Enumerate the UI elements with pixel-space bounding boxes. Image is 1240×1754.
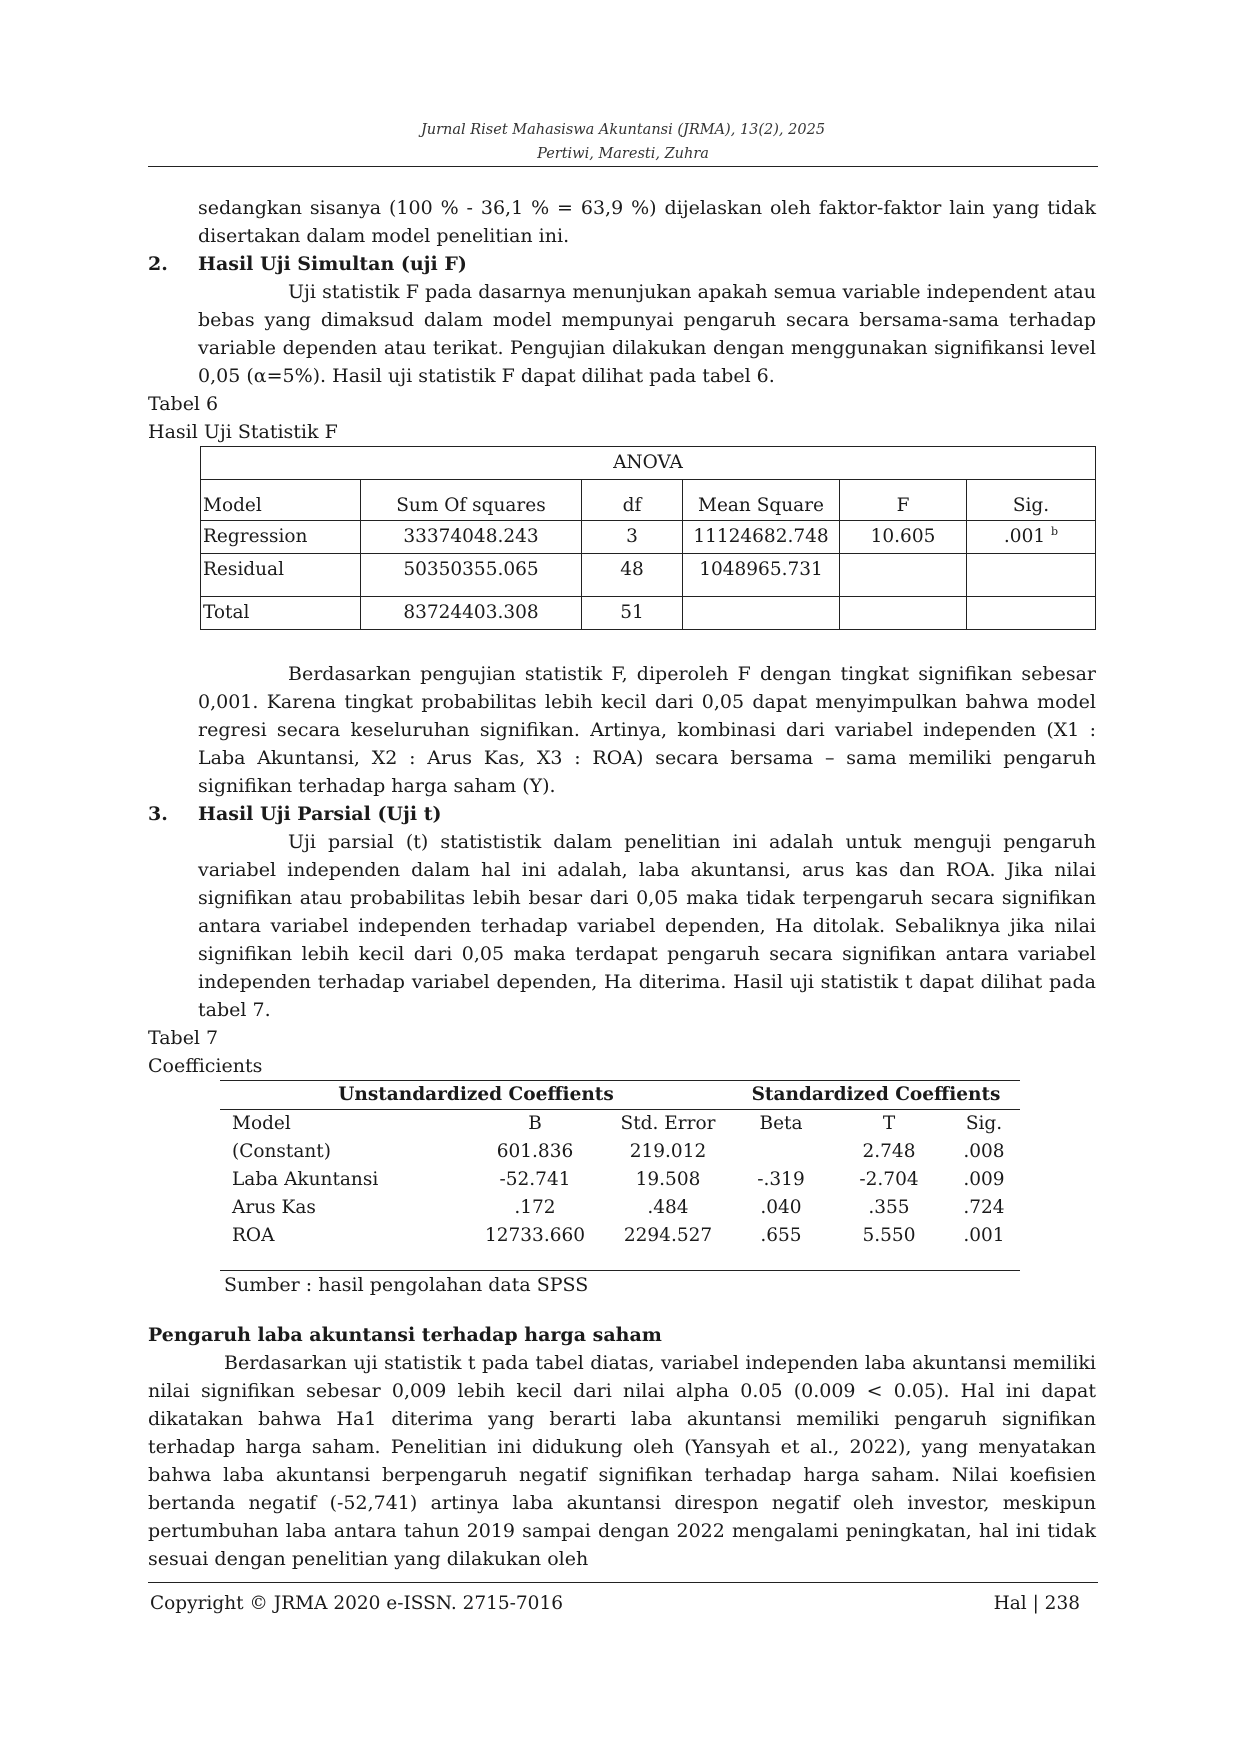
subsection-title: Pengaruh laba akuntansi terhadap harga saham (148, 1324, 662, 1346)
anova-header-row (201, 480, 1096, 521)
sig-cell: .001 $^b$ (967, 521, 1096, 554)
section-3-paragraph: Uji parsial (t) statististik dalam penelitian ini adalah untuk menguji pengaruh variabel independen dalam hal ini adalah, laba akuntansi, arus kas dan ROA. Jika nilai signifikan atau probabilitas lebih besar dari 0,05 maka tidak terpengaruh secara signifikan antara variabel independen terhadap variabel dependen, Ha ditolak. Sebaliknya jika nilai signifikan lebih kecil dari 0,05 maka terdapat pengaruh secara signifikan antara variabel independen terhadap variabel dependen, Ha diterima. Hasil uji statistik t dapat dilihat pada tabel 7. (198, 831, 1096, 1021)
unstandardized-group-label: Unstandardized Coeffients (220, 1081, 732, 1110)
table-row: Total 83724403.308 51 (201, 597, 1096, 630)
paragraph-after-table-6: Berdasarkan pengujian statistik F, diperoleh F dengan tingkat signifikan sebesar 0,001. Karena tingkat probabilitas lebih kecil dari 0,05 dapat menyimpulkan bahwa model regresi secara keseluruhan signifikan. Artinya, kombinasi dari variabel independen (X1 : Laba Akuntansi, X2 : Arus Kas, X3 : ROA) secara bersama – sama memiliki pengaruh signifikan terhadap harga saham (Y). (198, 663, 1096, 797)
table-row: ROA 12733.660 2294.527 .655 5.550 .001 (220, 1222, 1020, 1271)
coefficients-table (220, 1080, 1020, 1271)
table-row: Arus Kas .172 .484 .040 .355 .724 (232, 1197, 1005, 1218)
section-2-paragraph: Uji statistik F pada dasarnya menunjukan apakah semua variable independent atau bebas yang dimaksud dalam model mempunyai pengaruh secara bersama-sama terhadap variable dependen atau terikat. Pengujian dilakukan dengan menggunakan signifikansi level 0,05 (α=5%). Hasil uji statistik F dapat dilihat pada tabel 6. (198, 281, 1096, 387)
page-number: Hal | 238 (993, 1593, 1080, 1614)
table-row: Regression 33374048.243 3 11124682.748 10.605 .001 $^b$ (201, 521, 1096, 554)
table-row: Residual 50350355.065 48 1048965.731 (201, 554, 1096, 597)
anova-label: ANOVA (201, 447, 1096, 480)
anova-table (200, 446, 1096, 630)
section-3-title: Hasil Uji Parsial (Uji t) (198, 803, 442, 825)
section-2-heading (148, 250, 1096, 278)
page-footer (150, 1590, 1080, 1618)
table-row: (Constant) 601.836 219.012 2.748 .008 (232, 1141, 1005, 1162)
copyright-text: Copyright © JRMA 2020 e-ISSN. 2715-7016 (150, 1593, 563, 1614)
table-7-title: Coefficients (148, 1055, 263, 1077)
footer-divider (148, 1582, 1098, 1583)
table-6-caption: Tabel 6 (148, 393, 219, 415)
table-7-source: Sumber : hasil pengolahan data SPSS (224, 1274, 589, 1296)
header-mean-square: Mean Square (683, 480, 840, 521)
header-df: df (582, 480, 683, 521)
subsection-paragraph: Berdasarkan uji statistik t pada tabel diatas, variabel independen laba akuntansi memiliki nilai signifikan sebesar 0,009 lebih kecil dari nilai alpha 0.05 (0.009 < 0.05). Hal ini dapat dikatakan bahwa Ha1 diterima yang berarti laba akuntansi memiliki pengaruh signifikan terhadap harga saham. Penelitian ini didukung oleh (Yansyah et al., 2022), yang menyatakan bahwa laba akuntansi berpengaruh negatif signifikan terhadap harga saham. Nilai koefisien bertanda negatif (-52,741) artinya laba akuntansi direspon negatif oleh investor, meskipun pertumbuhan laba antara tahun 2019 sampai dengan 2022 mengalami peningkatan, hal ini tidak sesuai dengan penelitian yang dilakukan oleh (148, 1352, 1096, 1570)
header-f: F (840, 480, 967, 521)
page-body (148, 194, 1096, 1573)
section-3-heading (148, 800, 1096, 828)
header-sum-of-squares: Sum Of squares (361, 480, 582, 521)
intro-paragraph: sedangkan sisanya (100 % - 36,1 % = 63,9 %) dijelaskan oleh faktor-faktor lain yang tidak disertakan dalam model penelitian ini. (198, 197, 1096, 247)
table-6-title: Hasil Uji Statistik F (148, 421, 338, 443)
author-names: Pertiwi, Maresti, Zuhra (537, 146, 709, 162)
section-2-number: 2. (148, 253, 168, 275)
running-header (148, 118, 1098, 166)
section-2-title: Hasil Uji Simultan (uji F) (198, 253, 467, 275)
sig-superscript: b (1051, 524, 1059, 538)
header-sig: Sig. (967, 480, 1096, 521)
section-3-number: 3. (148, 803, 168, 825)
table-7-caption: Tabel 7 (148, 1027, 219, 1049)
coefficients-header-row: Model B Std. Error Beta T Sig. (232, 1113, 1003, 1134)
standardized-group-label: Standardized Coeffients (732, 1081, 1020, 1110)
table-row: Laba Akuntansi -52.741 19.508 -.319 -2.704 .009 (232, 1169, 1005, 1190)
header-model: Model (201, 480, 361, 521)
coefficients-group-header (220, 1081, 1020, 1110)
header-divider (148, 166, 1098, 167)
journal-name: Jurnal Riset Mahasiswa Akuntansi (JRMA), 13(2), 2025 (420, 122, 826, 138)
